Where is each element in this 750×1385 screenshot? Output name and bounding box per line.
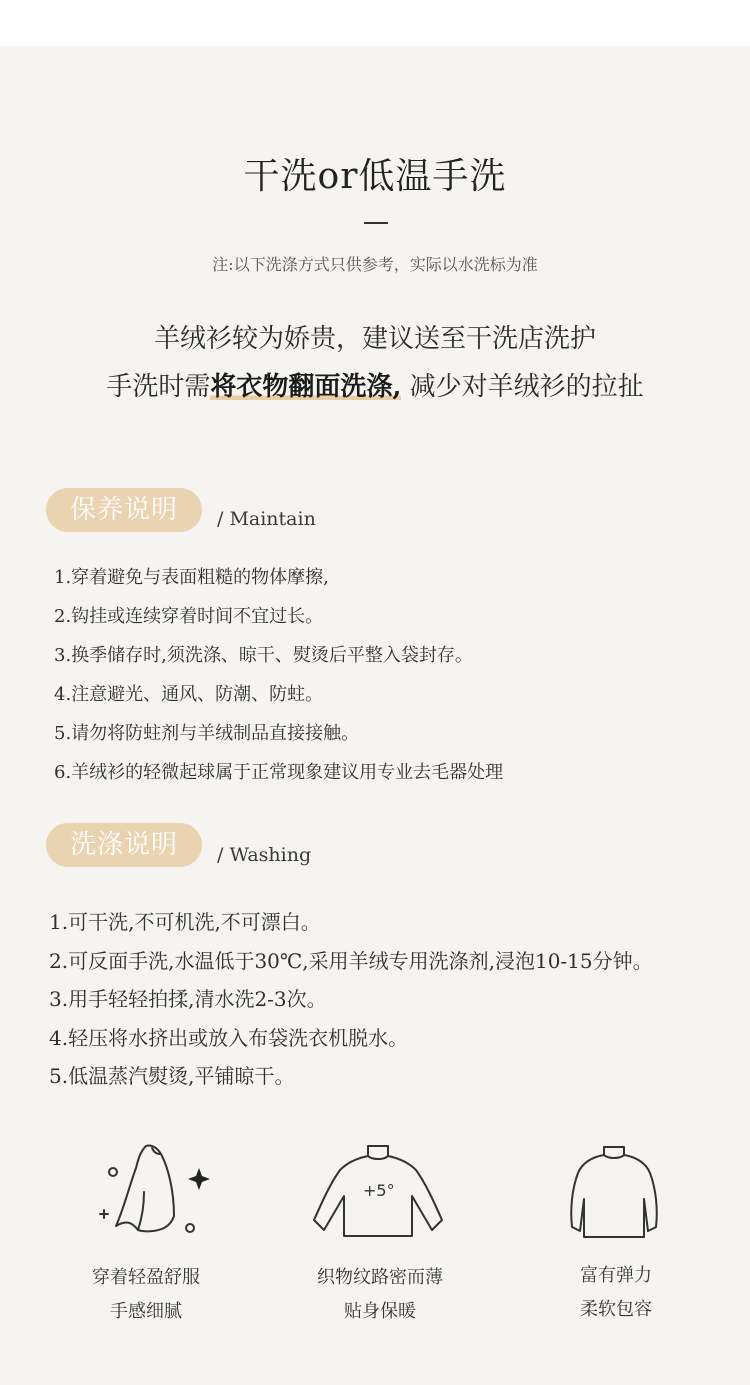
feature-line: 富有弹力: [580, 1265, 652, 1286]
feature-caption-2: [280, 1261, 480, 1329]
list-item: 2.钩挂或连续穿着时间不宜过长。: [54, 606, 324, 627]
lead-line-2: [0, 366, 750, 403]
list-item: 3.换季储存时,须洗涤、晾干、熨烫后平整入袋封存。: [54, 645, 473, 666]
sweater-warm-icon: [308, 1140, 448, 1244]
maintain-list: [54, 564, 503, 798]
feature-line: 穿着轻盈舒服: [92, 1267, 200, 1288]
maintain-badge: 保养说明: [46, 488, 202, 532]
title-divider: [364, 222, 388, 224]
washing-list: [49, 907, 653, 1100]
list-item: 6.羊绒衫的轻微起球属于正常现象建议用专业去毛器处理: [54, 762, 504, 783]
washing-badge: 洗涤说明: [46, 823, 202, 867]
feature-line: 织物纹路密而薄: [317, 1267, 443, 1288]
lead-line-2-pre: 手洗时需: [106, 372, 211, 402]
page-title: 干洗or低温手洗: [243, 156, 507, 197]
list-item: 1.穿着避免与表面粗糙的物体摩擦,: [54, 567, 329, 588]
feature-line: 柔软包容: [580, 1299, 652, 1320]
list-item: 5.请勿将防蛀剂与羊绒制品直接接触。: [54, 723, 360, 744]
list-item: 4.注意避光、通风、防潮、防蛀。: [54, 684, 324, 705]
list-item: 1.可干洗,不可机洗,不可漂白。: [49, 910, 321, 934]
list-item: 2.可反面手洗,水温低于30℃,采用羊绒专用洗涤剂,浸泡10-15分钟。: [49, 948, 653, 973]
list-item: 4.轻压将水挤出或放入布袋洗衣机脱水。: [49, 1025, 409, 1050]
sweater-stretch-icon: [566, 1141, 662, 1245]
sweater-sparkle-icon: [86, 1138, 216, 1242]
feature-line: 手感细腻: [110, 1301, 182, 1322]
wash-note: 注:以下洗涤方式只供参考，实际以水洗标为准: [212, 255, 538, 274]
feature-caption-3: [516, 1259, 716, 1327]
maintain-subtitle: / Maintain: [217, 508, 316, 530]
lead-line-2-emphasis: 将衣物翻面洗涤,: [210, 372, 402, 402]
feature-caption-1: [46, 1261, 246, 1329]
list-item: 5.低温蒸汽熨烫,平铺晾干。: [49, 1064, 295, 1088]
lead-line-1: 羊绒衫较为娇贵，建议送至干洗店洗护: [153, 324, 596, 354]
warm-badge-text: +5°: [363, 1181, 395, 1200]
feature-line: 贴身保暖: [344, 1301, 416, 1322]
washing-subtitle: / Washing: [217, 844, 312, 866]
list-item: 3.用手轻轻拍揉,清水洗2-3次。: [49, 987, 327, 1011]
lead-line-2-post: 减少对羊绒衫的拉扯: [401, 372, 644, 402]
